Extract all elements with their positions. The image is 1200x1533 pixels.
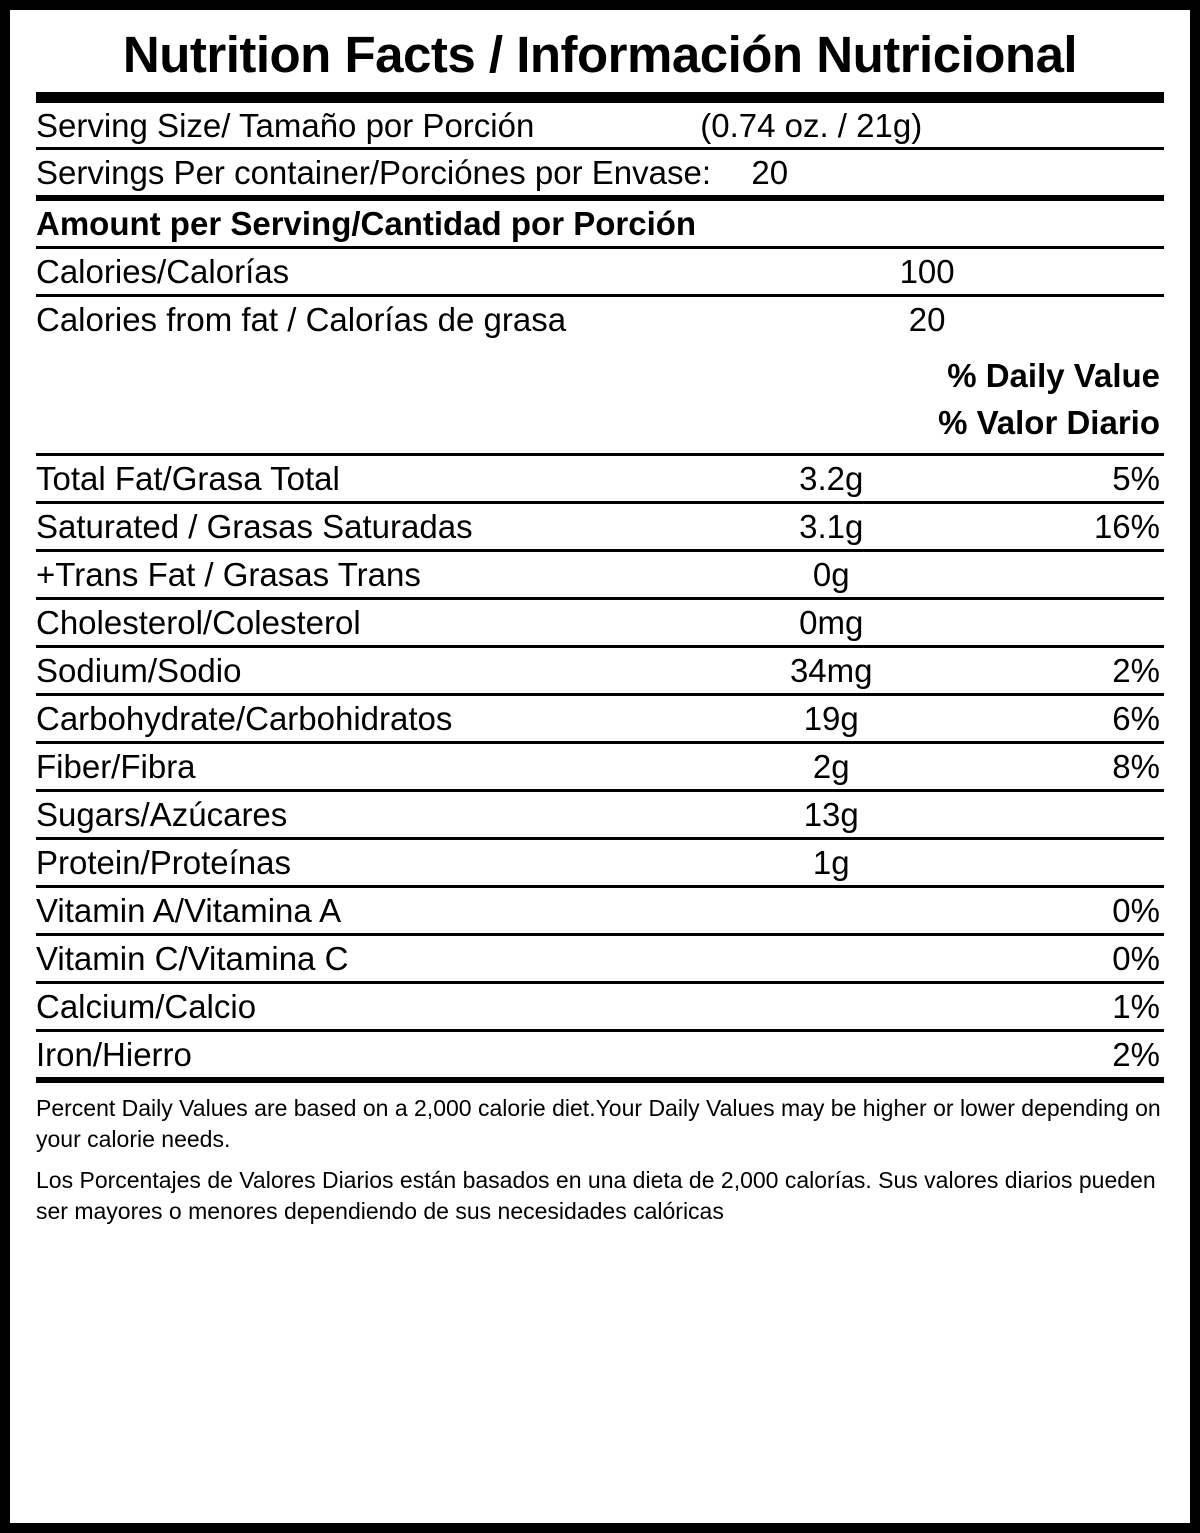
nutrient-row-calcium [36,984,1164,1029]
divider-thick-top [36,92,1164,103]
calories-row [36,249,1164,294]
nutrition-facts-body [36,28,1164,1513]
nutrient-row-saturated-fat [36,504,1164,549]
nutrient-amount: 2g [812,747,850,785]
serving-size-row [36,103,1164,148]
nutrient-amount: 0g [812,556,850,594]
page-title: Nutrition Facts / Información Nutricional [122,26,1078,83]
nutrient-amount: 34mg [789,652,873,690]
nutrient-name: Sodium/Sodio [36,652,242,690]
nutrient-name: +Trans Fat / Grasas Trans [36,556,421,594]
nutrient-amount: 19g [803,700,859,738]
nutrient-row-cholesterol [36,600,1164,645]
nutrient-amount: 3.1g [799,508,864,546]
nutrient-daily-value: 5% [1112,460,1160,498]
nutrient-row-trans-fat [36,552,1164,597]
nutrient-amount: 13g [803,795,859,833]
nutrient-amount: 0mg [799,604,864,642]
nutrient-name: Vitamin A/Vitamina A [36,891,342,929]
amount-per-serving-label: Amount per Serving/Cantidad por Porción [36,205,697,243]
nutrient-daily-value: 0% [1112,891,1160,929]
nutrient-row-protein [36,840,1164,885]
nutrient-row-iron [36,1032,1164,1077]
nutrient-amount: 3.2g [799,460,864,498]
nutrient-daily-value: 1% [1112,987,1160,1025]
nutrient-amount: 1g [812,843,850,881]
serving-size-value: (0.74 oz. / 21g) [700,106,923,144]
nutrient-name: Fiber/Fibra [36,747,196,785]
calories-from-fat-value: 20 [908,301,946,339]
nutrient-row-vitamin-c [36,936,1164,981]
nutrient-row-vitamin-a [36,888,1164,933]
servings-per-container-value: 20 [751,154,789,192]
nutrient-name: Cholesterol/Colesterol [36,604,361,642]
nutrient-name: Saturated / Grasas Saturadas [36,508,473,546]
nutrient-row-sugars [36,792,1164,837]
calories-value: 100 [899,253,955,291]
nutrient-daily-value: 6% [1112,700,1160,738]
servings-per-container-row [36,150,1164,195]
nutrient-daily-value: 2% [1112,1035,1160,1073]
nutrient-name: Iron/Hierro [36,1035,192,1073]
nutrient-daily-value: 0% [1112,939,1160,977]
daily-value-header-es: % Valor Diario [938,403,1160,441]
calories-from-fat-row [36,297,1164,342]
nutrient-name: Protein/Proteínas [36,843,291,881]
nutrient-list [36,456,1164,1076]
footnote-english: Percent Daily Values are based on a 2,000 calorie diet.Your Daily Values may be higher or lower depending on your calorie needs. [36,1094,1161,1152]
nutrient-name: Carbohydrate/Carbohidratos [36,700,453,738]
nutrient-name: Calcium/Calcio [36,987,257,1025]
nutrient-daily-value: 16% [1093,508,1160,546]
footnote-spanish: Los Porcentajes de Valores Diarios están basados en una dieta de 2,000 calorías. Sus valores diarios pueden ser mayores o menores dependiendo de sus necesidades calóricas [36,1166,1156,1224]
nutrient-name: Vitamin C/Vitamina C [36,939,349,977]
nutrient-row-fiber [36,744,1164,789]
nutrient-name: Total Fat/Grasa Total [36,460,340,498]
calories-from-fat-label: Calories from fat / Calorías de grasa [36,301,567,339]
nutrient-row-sodium [36,648,1164,693]
nutrient-row-carbohydrate [36,696,1164,741]
servings-per-container-label: Servings Per container/Porciónes por Envase: [36,154,712,192]
amount-per-serving-row [36,201,1164,246]
nutrient-row-total-fat [36,456,1164,501]
nutrient-name: Sugars/Azúcares [36,795,288,833]
nutrient-daily-value: 8% [1112,747,1160,785]
nutrient-daily-value: 2% [1112,652,1160,690]
daily-value-header-en: % Daily Value [947,357,1160,395]
footnote-block [36,1083,1164,1227]
calories-label: Calories/Calorías [36,253,290,291]
serving-size-label: Serving Size/ Tamaño por Porción [36,106,535,144]
